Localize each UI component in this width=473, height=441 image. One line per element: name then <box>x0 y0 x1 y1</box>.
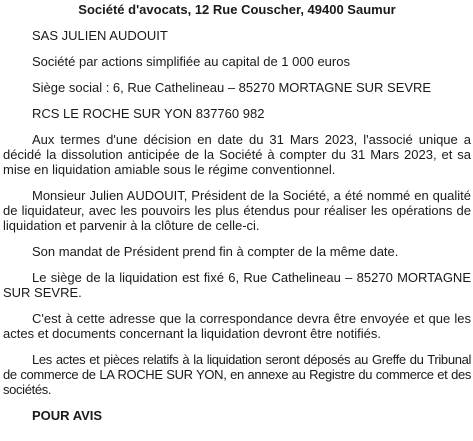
dissolution-decision: Aux termes d'une décision en date du 31 Mars 2023, l'associé unique a décidé la dissolution anticipée de la Société à compter du 31 Mars 2023, et sa mise en liquidation amiable sous le régime conventionnel. <box>3 132 471 177</box>
filing-notice: Les actes et pièces relatifs à la liquidation seront déposés au Greffe du Tribunal de commerce de LA ROCHE SUR YON, en annexe au Registre du commerce et des sociétés. <box>3 352 471 397</box>
liquidator-appointment: Monsieur Julien AUDOUIT, Président de la Société, a été nommé en qualité de liquidateur, avec les pouvoirs les plus étendus pour réaliser les opérations de liquidation et parvenir à la clôture de celle-ci. <box>3 188 471 233</box>
closing-pour-avis: POUR AVIS <box>32 408 103 423</box>
liquidation-seat: Le siège de la liquidation est fixé 6, Rue Cathelineau – 85270 MORTAGNE SUR SEVRE. <box>3 270 471 300</box>
notice-header: Société d'avocats, 12 Rue Couscher, 49400 Saumur <box>78 2 396 17</box>
company-form-capital: Société par actions simplifiée au capital de 1 000 euros <box>32 54 350 69</box>
rcs-number: RCS LE ROCHE SUR YON 837760 982 <box>32 106 265 121</box>
correspondence-address: C'est à cette adresse que la correspondance devra être envoyée et que les actes et documents concernant la liquidation devront être notifiés. <box>3 311 471 341</box>
registered-office: Siège social : 6, Rue Cathelineau – 85270 MORTAGNE SUR SEVRE <box>32 80 432 95</box>
company-name: SAS JULIEN AUDOUIT <box>32 28 168 43</box>
mandate-end: Son mandat de Président prend fin à compter de la même date. <box>32 244 399 259</box>
